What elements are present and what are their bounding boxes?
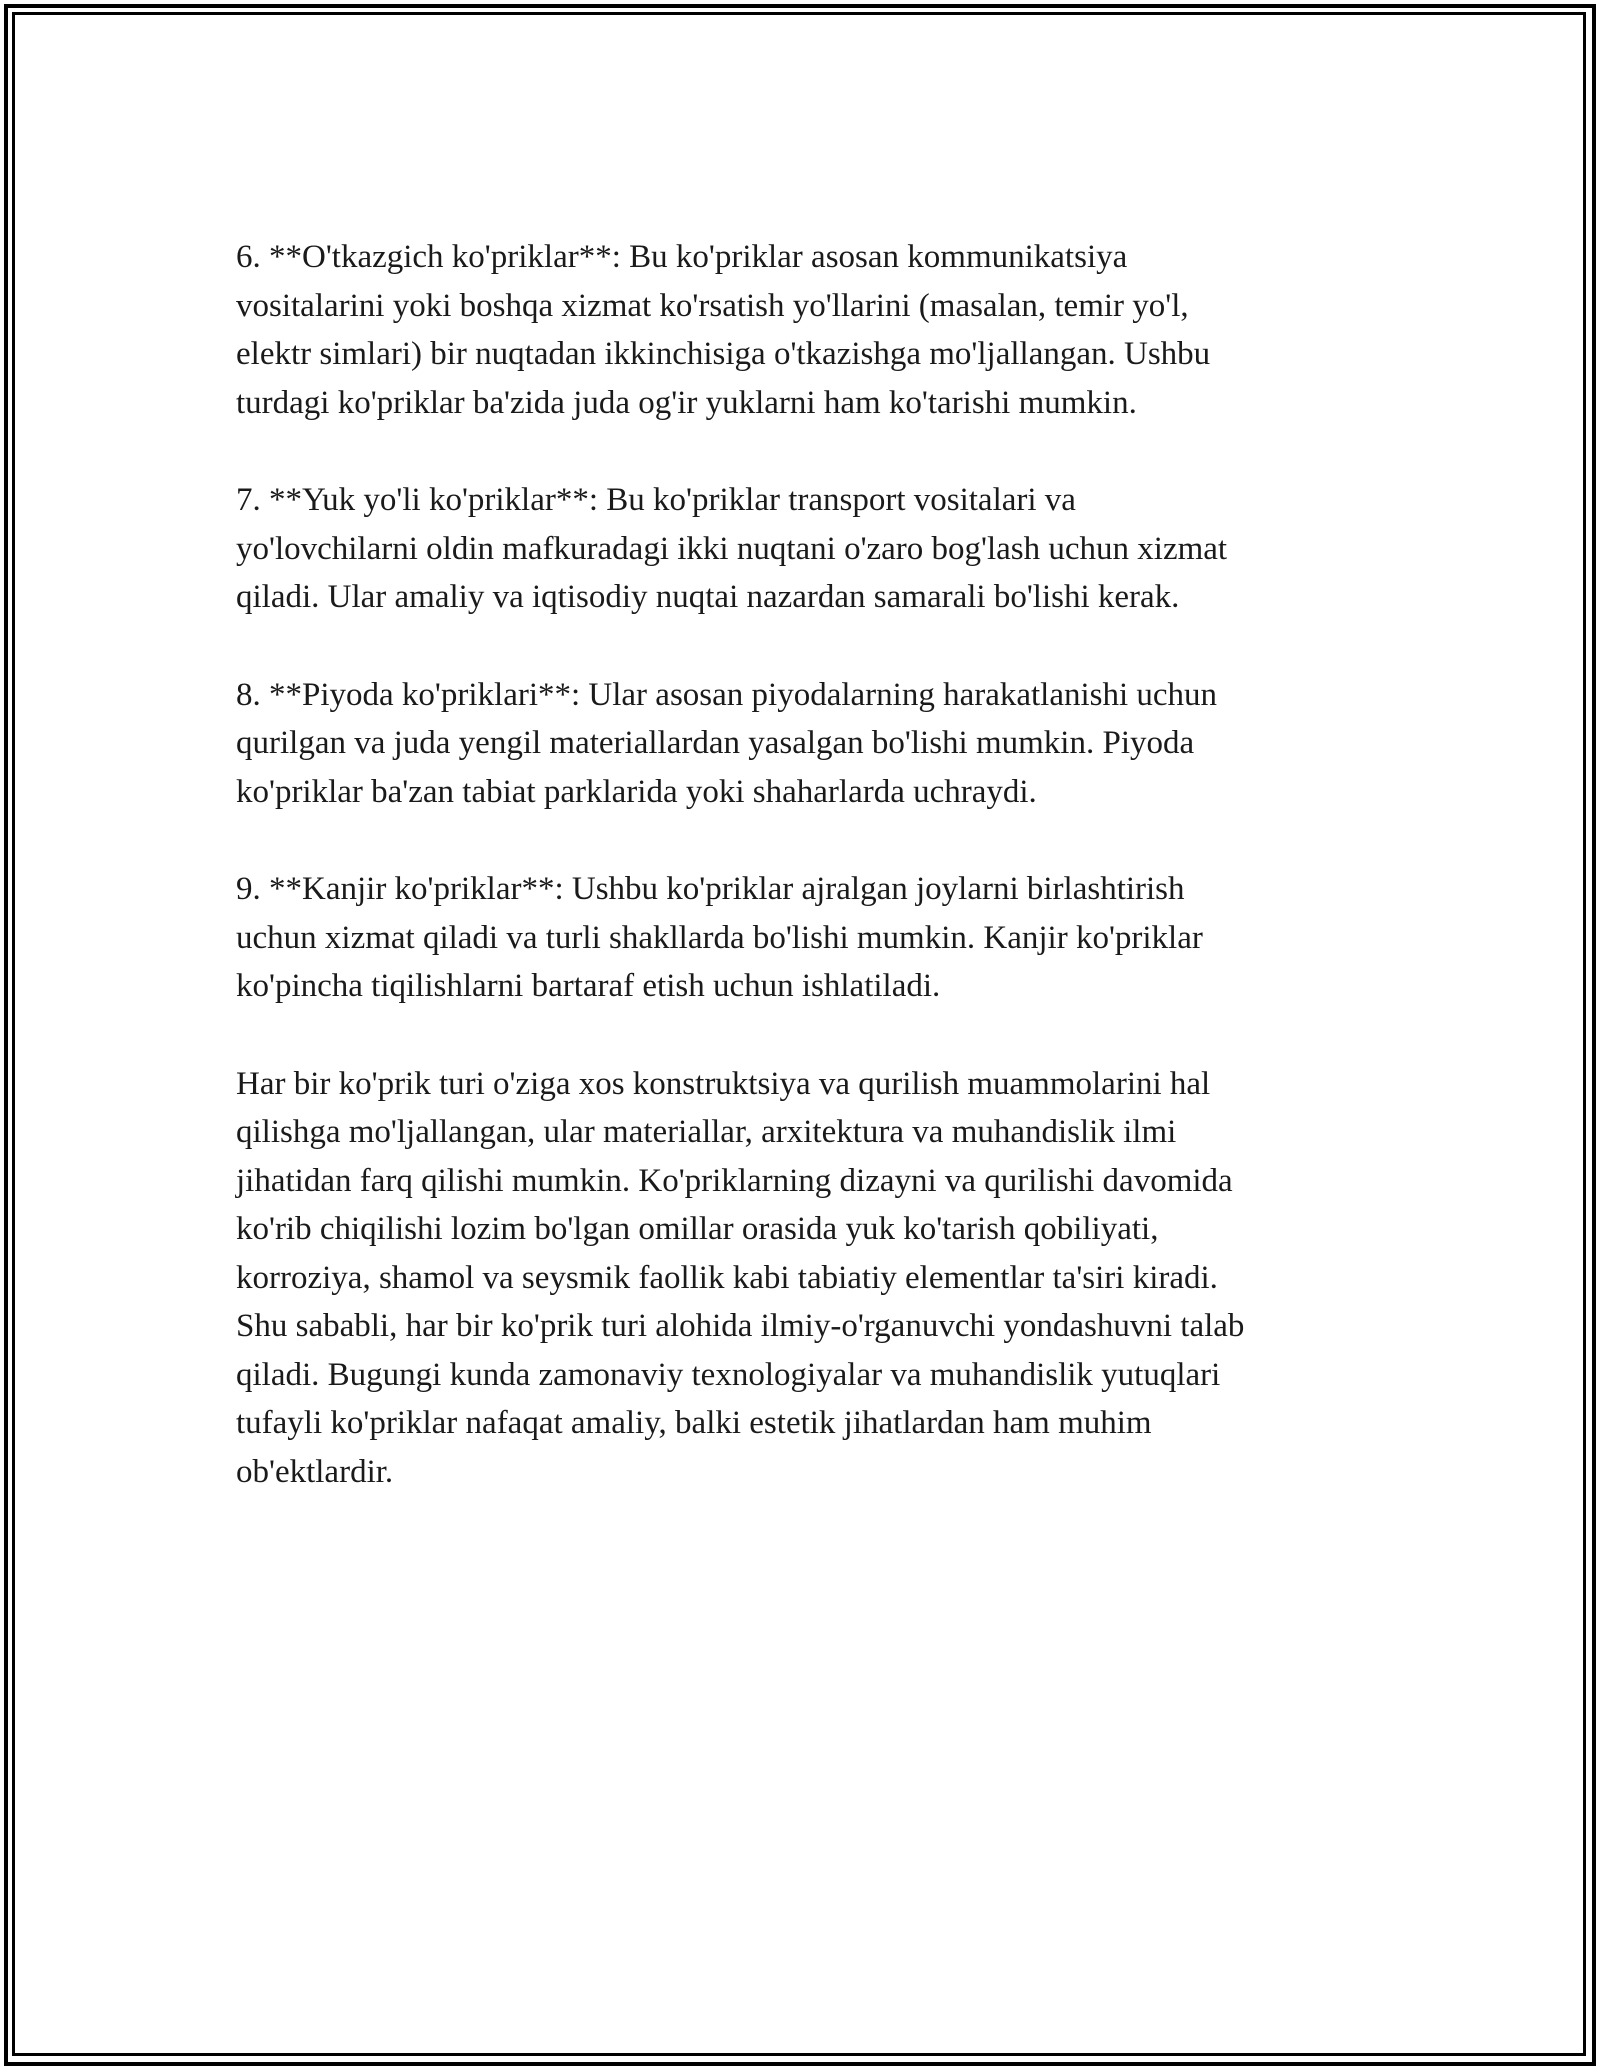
paragraph-conclusion: Har bir ko'prik turi o'ziga xos konstruktsiya va qurilish muammolarini hal qilishga mo'ljallangan, ular materiallar, arxitektura va muhandislik ilmi jihatidan farq qilishi mumkin. Ko'priklarning dizayni va qurilishi davomida ko'rib chiqilishi lozim bo'lgan omillar orasida yuk ko'tarish qobiliyati, korroziya, shamol va seysmik faollik kabi tabiatiy elementlar ta'siri kiradi. Shu sababli, har bir ko'prik turi alohida ilmiy-o'rganuvchi yondashuvni talab qiladi. Bugungi kunda zamonaviy texnologiyalar va muhandislik yutuqlari tufayli ko'priklar nafaqat amaliy, balki estetik jihatlardan ham muhim ob'ektlardir.: [236, 1065, 1245, 1490]
paragraph-yuk-yoli-kopriklar: 7. **Yuk yo'li ko'priklar**: Bu ko'priklar transport vositalari va yo'lovchilarni oldin mafkuradagi ikki nuqtani o'zaro bog'lash uchun xizmat qiladi. Ular amaliy va iqtisodiy nuqtai nazardan samarali bo'lishi kerak.: [236, 482, 1228, 615]
document-body: [236, 233, 1366, 1545]
paragraph-piyoda-kopriklari: 8. **Piyoda ko'priklari**: Ular asosan piyodalarning harakatlanishi uchun qurilgan va juda yengil materiallardan yasalgan bo'lishi mumkin. Piyoda ko'priklar ba'zan tabiat parklarida yoki shaharlarda uchraydi.: [236, 676, 1218, 810]
paragraph-otkazgich-kopriklar: 6. **O'tkazgich ko'priklar**: Bu ko'priklar asosan kommunikatsiya vositalarini yoki boshqa xizmat ko'rsatish yo'llarini (masalan, temir yo'l, elektr simlari) bir nuqtadan ikkinchisiga o'tkazishga mo'ljallangan. Ushbu turdagi ko'priklar ba'zida juda og'ir yuklarni ham ko'tarishi mumkin.: [236, 239, 1211, 421]
paragraph-kanjir-kopriklar: 9. **Kanjir ko'priklar**: Ushbu ko'priklar ajralgan joylarni birlashtirish uchun xizmat qiladi va turli shakllarda bo'lishi mumkin. Kanjir ko'priklar ko'pincha tiqilishlarni bartaraf etish uchun ishlatiladi.: [236, 871, 1203, 1004]
